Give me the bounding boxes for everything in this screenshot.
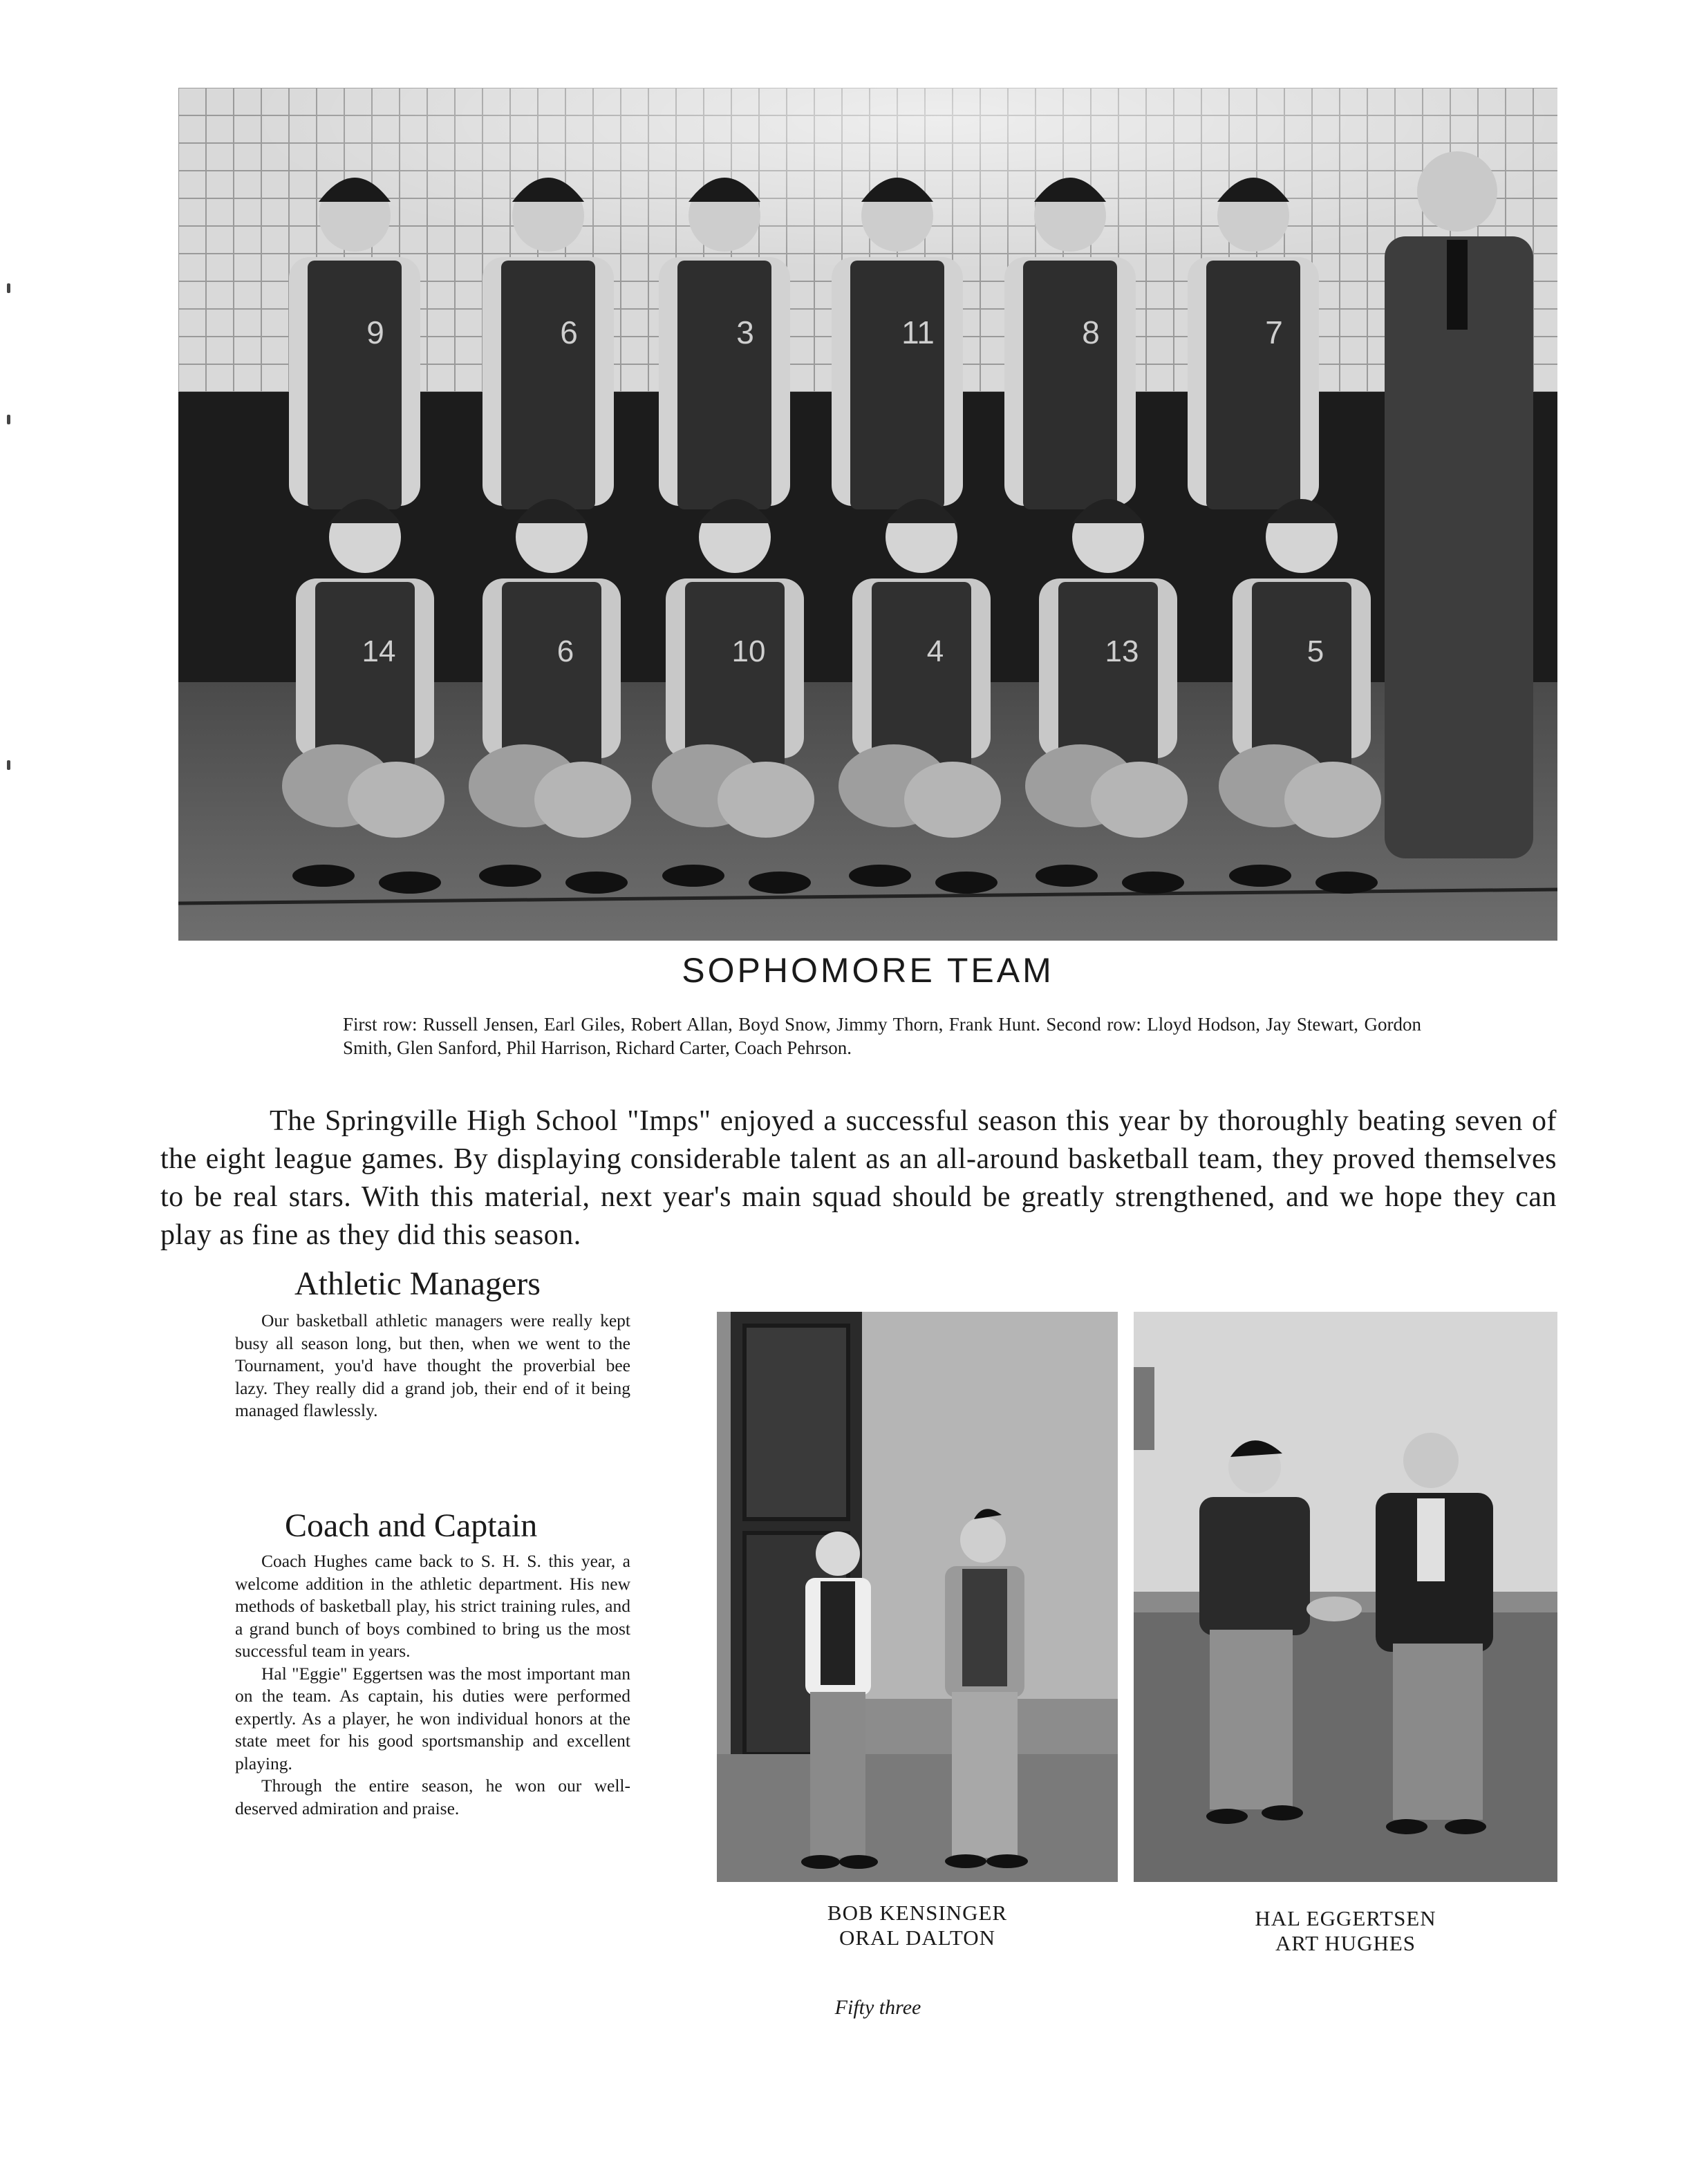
jersey-number: 6 xyxy=(556,634,574,668)
jersey-number: 10 xyxy=(731,634,766,668)
jersey-number: 11 xyxy=(901,314,935,350)
coach-captain-heading: Coach and Captain xyxy=(285,1507,538,1544)
scan-edge-mark xyxy=(7,283,10,293)
coach-captain-text xyxy=(235,1550,630,1820)
caption-name: BOB KENSINGER xyxy=(827,1901,1008,1925)
coach-figure xyxy=(1385,151,1533,858)
jersey-number: 14 xyxy=(362,634,396,668)
scan-edge-mark xyxy=(7,760,10,770)
jersey-number: 7 xyxy=(1265,314,1283,350)
jersey-number: 3 xyxy=(736,314,754,350)
coach-paragraph: Coach Hughes came back to S. H. S. this year, a welcome addition in the athletic department. His new methods of basketball play, his strict training rules, and a grand bunch of boys combined to bring us the most successful team in years. xyxy=(235,1551,630,1661)
athletic-managers-text xyxy=(235,1310,630,1422)
page-number: Fifty three xyxy=(834,1996,921,2019)
caption-name: ORAL DALTON xyxy=(839,1926,995,1950)
jersey-number: 5 xyxy=(1306,634,1324,668)
jersey-number: 13 xyxy=(1105,634,1139,668)
jersey-number: 4 xyxy=(926,634,944,668)
managers-photo-caption xyxy=(717,1901,1118,1950)
caption-name: ART HUGHES xyxy=(1275,1931,1416,1955)
athletic-managers-paragraph: Our basketball athletic managers were really kept busy all season long, but then, when we went to the Tournament, you'd have thought the proverbial bee lazy. They really did a grand job, their end of it being managed flawlessly. xyxy=(235,1310,630,1420)
coach-captain-photo xyxy=(1134,1312,1557,1882)
caption-name: HAL EGGERTSEN xyxy=(1255,1906,1436,1930)
jersey-number: 9 xyxy=(366,314,384,350)
jersey-number: 8 xyxy=(1082,314,1100,350)
coach-captain-photo-caption xyxy=(1134,1906,1557,1956)
jersey-number: 6 xyxy=(560,314,578,350)
captain-paragraph: Hal "Eggie" Eggertsen was the most important man on the team. As captain, his duties were performed expertly. As a player, he won individual honors at the state meet for his good sportsmanship and excellent playing. xyxy=(235,1663,630,1773)
team-photo xyxy=(178,88,1557,941)
athletic-managers-heading: Athletic Managers xyxy=(294,1265,541,1302)
team-roster-caption: First row: Russell Jensen, Earl Giles, Robert Allan, Boyd Snow, Jimmy Thorn, Frank Hunt. Second row: Lloyd Hodson, Jay Stewart, Gordon Smith, Glen Sanford, Phil Harrison, Richard Carter, Coach Pehrson. xyxy=(343,1014,1421,1058)
managers-photo xyxy=(717,1312,1118,1882)
season-praise-paragraph: Through the entire season, he won our well-deserved admiration and praise. xyxy=(235,1776,630,1818)
scan-edge-mark xyxy=(7,415,10,424)
team-photo-title: SOPHOMORE TEAM xyxy=(682,951,1054,990)
season-summary-paragraph: The Springville High School "Imps" enjoyed a successful season this year by thoroughly beating seven of the eight league games. By displaying considerable talent as an all-around basketball team, they proved themselves to be real stars. With this material, next year's main squad should be greatly strengthened, and we hope they can play as fine as they did this season. xyxy=(160,1105,1557,1251)
